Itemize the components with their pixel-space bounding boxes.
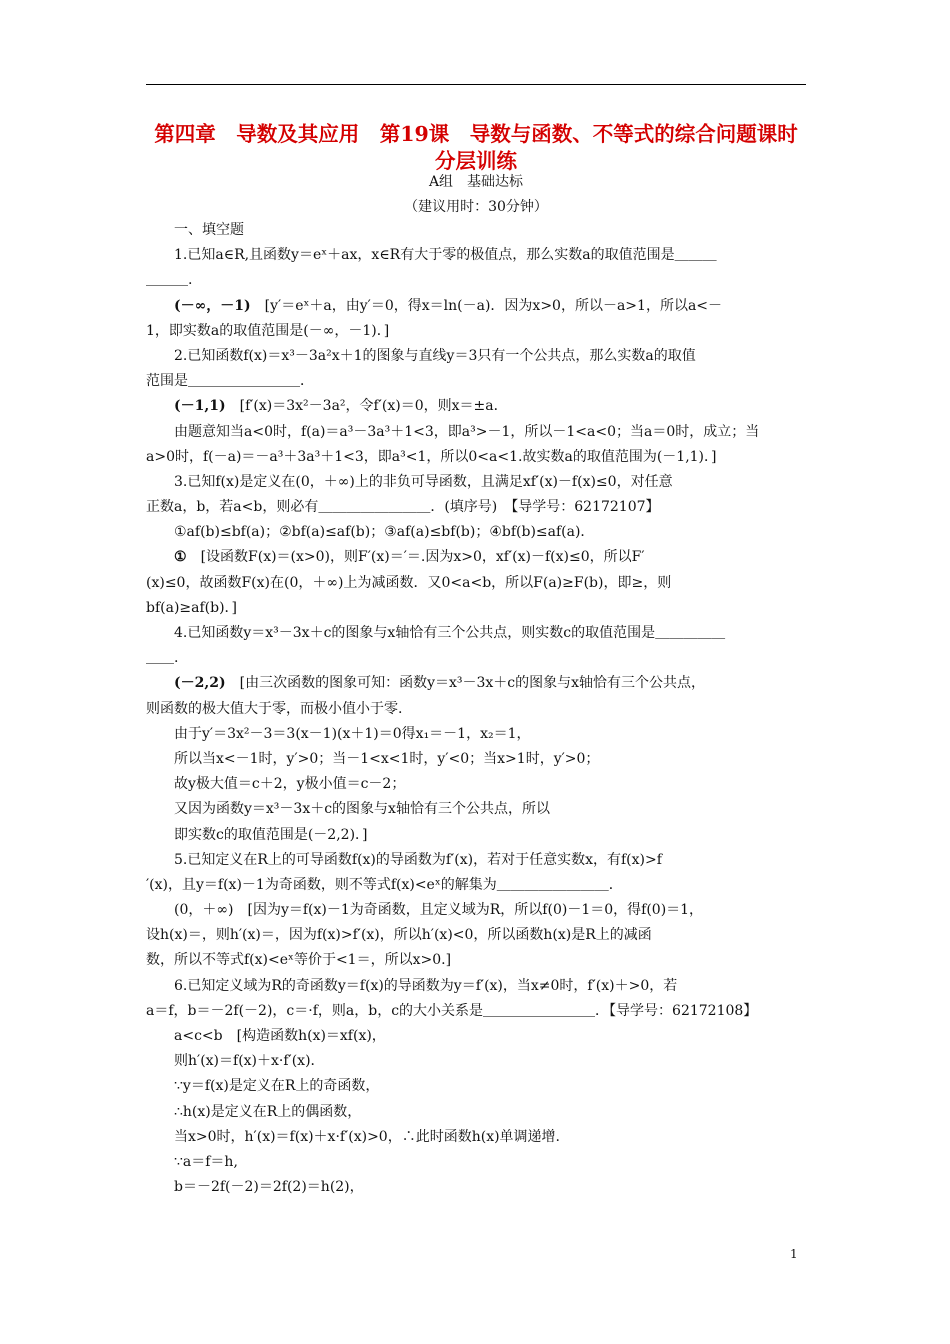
text-line: 6.已知定义域为R的奇函数y＝f(x)的导函数为y＝f′(x)，当x≠0时，f′(x)＋>0，若 xyxy=(174,977,678,994)
text-line: ′(x)，且y＝f(x)－1为奇函数，则不等式f(x)<eˣ的解集为＿＿＿＿＿＿＿＿． xyxy=(146,876,623,893)
text-line: (－1,1) [f′(x)＝3x²－3a²，令f′(x)＝0，则x＝±a． xyxy=(174,398,508,415)
group-label: A组 基础达标 xyxy=(428,174,524,190)
text-line: (x)≤0，故函数F(x)在(0，＋∞)上为减函数．又0<a<b，所以F(a)≥F(b)，即≥，则 xyxy=(146,574,672,591)
header-rule xyxy=(146,84,806,85)
text-line: 范围是＿＿＿＿＿＿＿＿． xyxy=(146,373,314,390)
text-line: 1.已知a∈R,且函数y＝eˣ＋ax，x∈R有大于零的极值点，那么实数a的取值范围是＿＿＿ xyxy=(174,247,717,264)
text-line: ∵a＝f＝h, xyxy=(174,1153,238,1170)
text-line: ∵y＝f(x)是定义在R上的奇函数， xyxy=(174,1078,380,1095)
text-line: a>0时，f(－a)＝－a³＋3a³＋1<3，即a³<1，所以0<a<1.故实数a的取值范围为(－1,1)．] xyxy=(146,448,717,465)
text-line: (0，＋∞) [因为y＝f(x)－1为奇函数，且定义域为R，所以f(0)－1＝0，得f(0)＝1， xyxy=(174,902,704,919)
exercise-body xyxy=(146,218,806,1200)
text-line: ＿＿＿. xyxy=(146,272,193,289)
text-line: 所以当x<－1时，y′>0；当－1<x<1时，y′<0；当x>1时，y′>0； xyxy=(174,750,600,767)
text-line: 数，所以不等式f(x)<eˣ等价于<1＝，所以x>0.] xyxy=(146,952,452,969)
text-line: 3.已知f(x)是定义在(0，＋∞)上的非负可导函数，且满足xf′(x)－f(x)≤0，对任意 xyxy=(174,473,673,490)
text-line: a<c<b [构造函数h(x)＝xf(x)， xyxy=(174,1028,386,1044)
text-line: ∴h(x)是定义在R上的偶函数， xyxy=(174,1103,362,1120)
text-line: 4.已知函数y＝x³－3x＋c的图象与x轴恰有三个公共点，则实数c的取值范围是＿＿＿＿＿ xyxy=(174,625,726,641)
text-line: 由于y′＝3x²－3＝3(x－1)(x＋1)＝0得x₁＝－1，x₂＝1， xyxy=(174,725,531,742)
text-line: 2.已知函数f(x)＝x³－3a²x＋1的图象与直线y＝3只有一个公共点，那么实数a的取值 xyxy=(174,347,696,364)
text-line: a＝f，b＝－2f(－2)，c＝·f，则a，b，c的大小关系是＿＿＿＿＿＿＿＿．【导学号：62172108】 xyxy=(146,1002,758,1019)
text-line: 设h(x)＝，则h′(x)＝，因为f(x)>f′(x)，所以h′(x)<0，所以函数h(x)是R上的减函 xyxy=(146,927,652,944)
title-line-2: 分层训练 xyxy=(435,149,517,173)
text-line: 即实数c的取值范围是(－2,2)．] xyxy=(174,826,368,843)
suggested-time: （建议用时：30分钟） xyxy=(404,199,548,215)
text-line: 正数a，b，若a<b，则必有＿＿＿＿＿＿＿＿．(填序号) 【导学号：62172107】 xyxy=(146,499,660,516)
text-line: 当x>0时，h′(x)＝f(x)＋x·f′(x)>0，∴此时函数h(x)单调递增. xyxy=(174,1128,560,1145)
text-line: 则h′(x)＝f(x)＋x·f′(x)． xyxy=(174,1053,325,1070)
text-line: bf(a)≥af(b)．] xyxy=(146,599,238,616)
text-line: 又因为函数y＝x³－3x＋c的图象与x轴恰有三个公共点，所以 xyxy=(174,801,550,818)
text-line: 故y极大值＝c＋2，y极小值＝c－2； xyxy=(174,776,406,793)
text-line: 5.已知定义在R上的可导函数f(x)的导函数为f′(x)，若对于任意实数x，有f(x)>f xyxy=(174,851,662,868)
title-line-1: 第四章 导数及其应用 第19课 导数与函数、不等式的综合问题课时 xyxy=(154,122,798,146)
text-line: (－∞，－1) [y′＝eˣ＋a，由y′＝0，得x＝ln(－a)．因为x>0，所以－a>1，所以a<－ xyxy=(174,297,723,314)
chapter-title xyxy=(146,121,806,175)
page-number: 1 xyxy=(790,1247,798,1261)
text-line: ＿＿. xyxy=(146,650,179,667)
text-line: ①af(b)≤bf(a)；②bf(a)≤af(b)；③af(a)≤bf(b)；④bf(b)≤af(a)． xyxy=(174,524,595,541)
text-line: 由题意知当a<0时，f(a)＝a³－3a³＋1<3，即a³>－1，所以－1<a<0；当a＝0时，成立；当 xyxy=(174,423,760,440)
text-line: b＝－2f(－2)＝2f(2)＝h(2)， xyxy=(174,1179,364,1196)
text-line: ① [设函数F(x)＝(x>0)，则F′(x)＝′＝.因为x>0，xf′(x)－f(x)≤0，所以F′ xyxy=(174,549,645,566)
text-line: 一、填空题 xyxy=(174,222,244,238)
text-line: 1，即实数a的取值范围是(－∞，－1)．] xyxy=(146,322,390,339)
text-line: (－2,2) [由三次函数的图象可知：函数y＝x³－3x＋c的图象与x轴恰有三个公共点， xyxy=(174,675,706,692)
text-line: 则函数的极大值大于零，而极小值小于零. xyxy=(146,700,403,717)
